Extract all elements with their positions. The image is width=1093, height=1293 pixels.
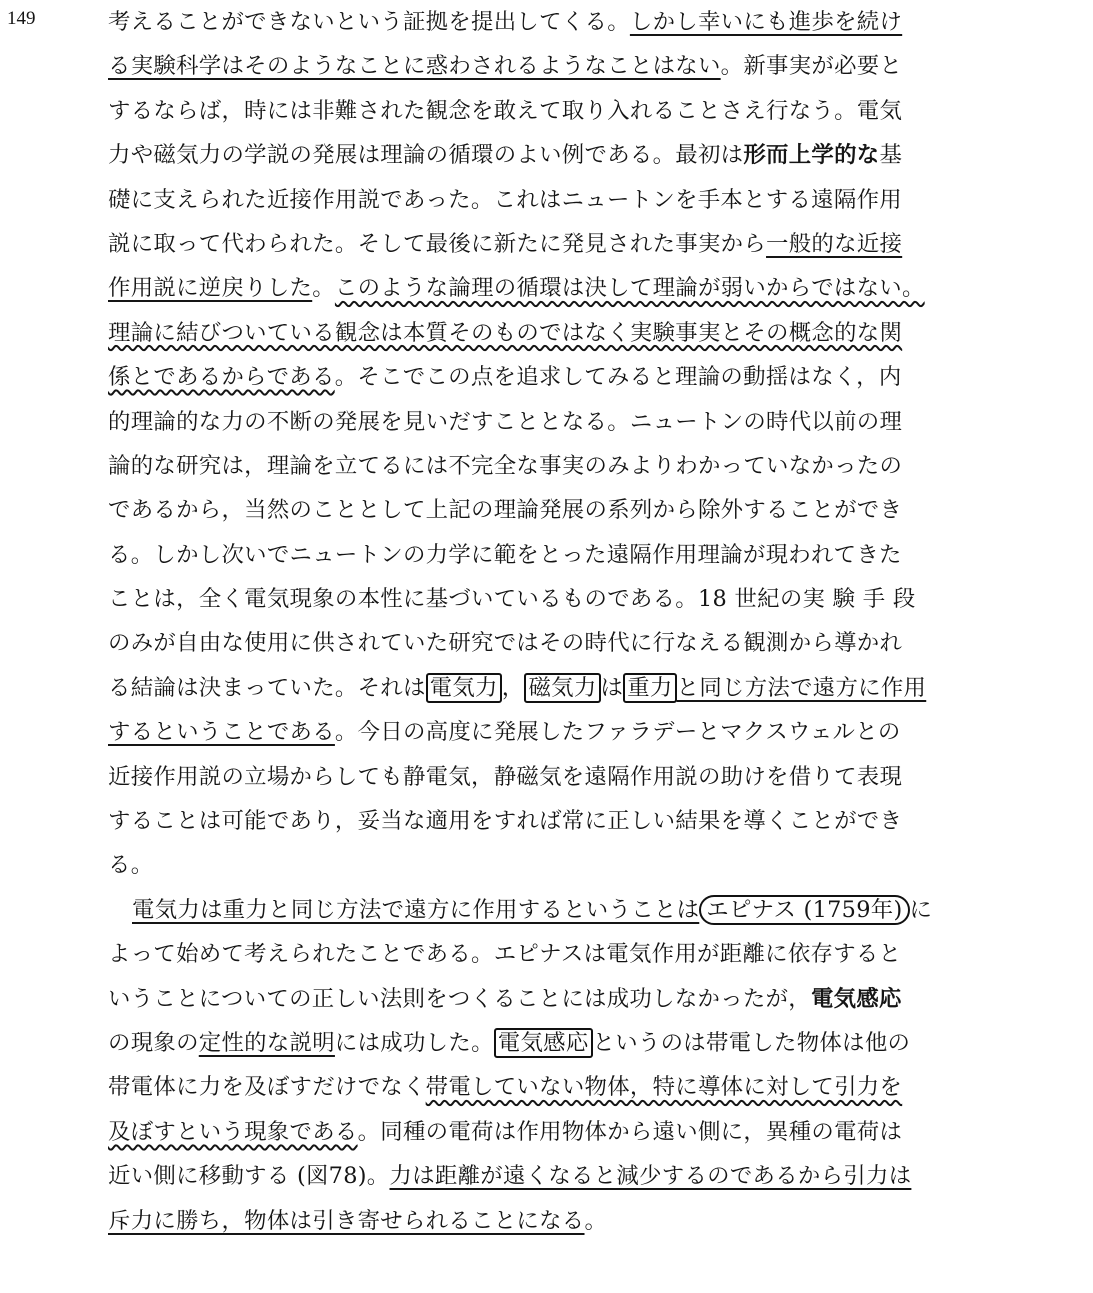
underlined-text: と同じ方法で遠方に作用 bbox=[676, 674, 927, 701]
text-segment: る結論は決まっていた。それは bbox=[108, 674, 426, 701]
text-line bbox=[108, 621, 983, 665]
text-segment: するならば，時には非難された観念を敢えて取り入れることさえ行なう。電気 bbox=[108, 97, 903, 124]
underlined-text: る実験科学はそのようなことに惑わされるようなことはない bbox=[108, 53, 721, 80]
boxed-term: 電気力 bbox=[426, 673, 502, 703]
wavy-underlined-text: 及ぼすという現象である bbox=[108, 1118, 358, 1145]
text-line bbox=[108, 266, 983, 310]
text-line bbox=[108, 400, 983, 444]
text-line bbox=[108, 1199, 983, 1243]
wavy-underlined-text: 帯電していない物体，特に導体に対して引力を bbox=[425, 1074, 903, 1101]
text-segment: 近い側に移動する (図78)。 bbox=[108, 1163, 390, 1190]
text-line bbox=[108, 222, 983, 266]
text-line bbox=[108, 932, 983, 976]
text-line bbox=[108, 799, 983, 843]
text-line bbox=[108, 1154, 983, 1198]
circled-term: エピナス (1759年) bbox=[699, 895, 909, 925]
text-segment: 基 bbox=[879, 142, 903, 169]
underlined-text: 電気力は重力と同じ方法で遠方に作用するということは bbox=[132, 896, 700, 923]
bold-term: 形而上学的な bbox=[743, 142, 880, 169]
text-line bbox=[108, 44, 983, 88]
text-segment: 帯電体に力を及ぼすだけでなく bbox=[108, 1074, 426, 1101]
text-line bbox=[108, 355, 983, 399]
text-line bbox=[108, 1021, 983, 1065]
text-line bbox=[108, 888, 983, 932]
text-segment: というのは帯電した物体は他の bbox=[592, 1029, 911, 1056]
boxed-term: 磁気力 bbox=[524, 673, 600, 703]
bold-term: 電気感応 bbox=[810, 985, 902, 1012]
text-segment: に bbox=[909, 896, 933, 923]
text-segment: 。 bbox=[312, 275, 335, 302]
text-segment: 。 bbox=[584, 1207, 608, 1234]
text-segment: よって始めて考えられたことである。エピナスは電気作用が距離に依存すると bbox=[108, 941, 902, 968]
text-segment: 説に取って代わられた。そして最後に新たに発見された事実から bbox=[108, 230, 767, 257]
text-segment: ， bbox=[501, 674, 525, 701]
text-line bbox=[108, 666, 983, 710]
underlined-text: 定性的な説明 bbox=[198, 1029, 335, 1056]
text-line bbox=[108, 755, 983, 799]
text-segment: 。新事実が必要と bbox=[720, 53, 903, 80]
text-line bbox=[108, 89, 983, 133]
text-line bbox=[108, 488, 983, 532]
text-line bbox=[108, 178, 983, 222]
wavy-underlined-text: 理論に結びついている観念は本質そのものではなく実験事実とその概念的な関 bbox=[108, 319, 903, 346]
text-segment: る。しかし次いでニュートンの力学に範をとった遠隔作用理論が現われてきた bbox=[108, 541, 902, 568]
underlined-text: 力は距離が遠くなると減少するのであるから引力は bbox=[389, 1163, 912, 1190]
underlined-text: するということである bbox=[108, 719, 335, 746]
wavy-underlined-text: 係とであるからである bbox=[108, 364, 335, 391]
body-text bbox=[108, 0, 983, 1243]
text-line bbox=[108, 1065, 983, 1109]
text-segment: 。同種の電荷は作用物体から遠い側に，異種の電荷は bbox=[357, 1118, 903, 1145]
text-segment: 的理論的な力の不断の発展を見いだすこととなる。ニュートンの時代以前の理 bbox=[108, 408, 903, 435]
underlined-text: しかし幸いにも進歩を続け bbox=[629, 9, 903, 35]
page-number: 149 bbox=[7, 8, 36, 29]
underlined-text: 作用説に逆戻りした bbox=[108, 275, 313, 302]
underlined-text: 一般的な近接 bbox=[766, 230, 903, 257]
text-line bbox=[108, 710, 983, 754]
text-line bbox=[108, 977, 983, 1021]
text-segment: 近接作用説の立場からしても静電気，静磁気を遠隔作用説の助けを借りて表現 bbox=[108, 763, 903, 790]
text-line bbox=[108, 311, 983, 355]
text-segment: 考えることができないという証拠を提出してくる。 bbox=[108, 9, 630, 35]
text-segment: であるから，当然のこととして上記の理論発展の系列から除外することができ bbox=[108, 497, 903, 524]
text-line bbox=[108, 0, 983, 44]
text-segment: のみが自由な使用に供されていた研究ではその時代に行なえる観測から導かれ bbox=[108, 630, 903, 657]
text-line bbox=[108, 133, 983, 177]
text-segment: は bbox=[600, 674, 624, 701]
text-line bbox=[108, 444, 983, 488]
text-segment: 。そこでこの点を追求してみると理論の動揺はなく，内 bbox=[334, 364, 902, 391]
wavy-underlined-text: このような論理の循環は決して理論が弱いからではない。 bbox=[334, 275, 925, 302]
text-line bbox=[108, 843, 983, 887]
text-segment: 礎に支えられた近接作用説であった。これはニュートンを手本とする遠隔作用 bbox=[108, 186, 902, 213]
text-segment: には成功した。 bbox=[334, 1029, 494, 1056]
underlined-text: 斥力に勝ち，物体は引き寄せられることになる bbox=[108, 1207, 585, 1234]
boxed-term: 重力 bbox=[623, 673, 676, 703]
text-line bbox=[108, 533, 983, 577]
text-segment: ことは，全く電気現象の本性に基づいているものである。18 世紀の実 験 手 段 bbox=[108, 586, 916, 613]
text-segment: 力や磁気力の学説の発展は理論の循環のよい例である。最初は bbox=[108, 142, 744, 169]
text-segment: の現象の bbox=[108, 1029, 199, 1056]
boxed-term: 電気感応 bbox=[494, 1028, 593, 1058]
text-line bbox=[108, 577, 983, 621]
text-segment: 論的な研究は，理論を立てるには不完全な事実のみよりわかっていなかったの bbox=[108, 452, 903, 479]
text-segment: することは可能であり，妥当な適用をすれば常に正しい結果を導くことができ bbox=[108, 808, 903, 835]
text-segment: る。 bbox=[108, 852, 154, 879]
text-segment: 。今日の高度に発展したファラデーとマクスウェルとの bbox=[334, 719, 901, 746]
text-line bbox=[108, 1110, 983, 1154]
text-segment: いうことについての正しい法則をつくることには成功しなかったが， bbox=[108, 985, 811, 1012]
